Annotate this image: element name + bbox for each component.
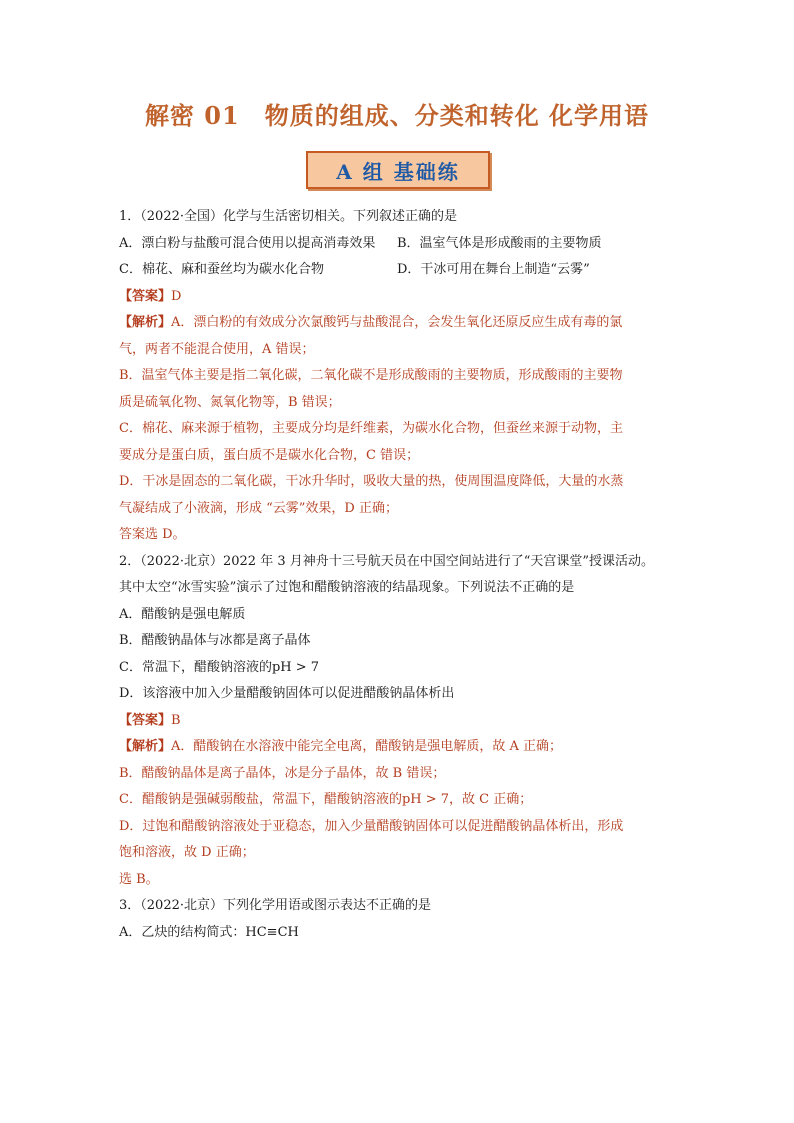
content	[119, 204, 679, 946]
q1-option-a: A．漂白粉与盐酸可混合使用以提高消毒效果	[119, 235, 376, 251]
q2-analysis-line: C．醋酸钠是强碱弱酸盐，常温下，醋酸钠溶液的pH > 7，故 C 正确；	[119, 792, 533, 807]
q1-analysis-line: B．温室气体主要是指二氧化碳，二氧化碳不是形成酸雨的主要物质，形成酸雨的主要物	[119, 368, 623, 383]
q1-answer-tag: 【答案】	[119, 288, 172, 304]
q2-option-b: B．醋酸钠晶体与冰都是离子晶体	[119, 633, 311, 648]
q1-options-row-2	[119, 257, 679, 284]
q2-analysis-line: D．过饱和醋酸钠溶液处于亚稳态，加入少量醋酸钠固体可以促进醋酸钠晶体析出，形成	[119, 818, 624, 834]
q2-analysis-tag: 【解析】	[119, 739, 172, 754]
q2-analysis-line	[119, 734, 679, 761]
q2-analysis-line: 饱和溶液，故 D 正确；	[119, 845, 255, 860]
q2-stem: 2．（2022·北京）2022 年 3 月神舟十三号航天员在中国空间站进行了“天宫课堂”授课活动。	[119, 553, 655, 569]
q1-options-row-1	[119, 231, 679, 258]
q1-answer-value: D	[171, 288, 182, 304]
q1-conclusion: 答案选 D。	[119, 527, 186, 542]
q2-stem: 其中太空“冰雪实验”演示了过饱和醋酸钠溶液的结晶现象。下列说法不正确的是	[119, 580, 575, 595]
page-title: 解密 01 物质的组成、分类和转化 化学用语	[144, 101, 650, 130]
q1-answer	[119, 284, 679, 311]
q1-analysis-line: 气，两者不能混合使用，A 错误；	[119, 341, 315, 357]
q2-option-c: C．常温下，醋酸钠溶液的pH > 7	[119, 659, 320, 675]
q2-analysis-text: A．醋酸钠在水溶液中能完全电离，醋酸钠是强电解质，故 A 正确；	[171, 739, 563, 754]
q2-option-d: D．该溶液中加入少量醋酸钠固体可以促进醋酸钠晶体析出	[119, 686, 455, 701]
q1-analysis-line: 要成分是蛋白质，蛋白质不是碳水化合物，C 错误；	[119, 447, 420, 463]
q1-option-d: D．干冰可用在舞台上制造“云雾”	[397, 262, 590, 277]
q1-analysis-line: C．棉花、麻来源于植物，主要成分均是纤维素，为碳水化合物，但蚕丝来源于动物，主	[119, 421, 623, 436]
q3-stem: 3．（2022·北京）下列化学用语或图示表达不正确的是	[119, 898, 431, 913]
q1-option-b: B．温室气体是形成酸雨的主要物质	[397, 235, 602, 251]
q2-analysis-line: B．醋酸钠晶体是离子晶体，冰是分子晶体，故 B 错误；	[119, 765, 446, 781]
q2-answer-value: B	[171, 712, 181, 728]
group-label: A 组 基础练	[336, 159, 460, 184]
q1-analysis-tag: 【解析】	[119, 315, 172, 330]
q1-analysis-line	[119, 310, 679, 337]
q2-option-a: A．醋酸钠是强电解质	[119, 606, 246, 622]
q2-answer-tag: 【答案】	[119, 712, 172, 728]
q2-answer	[119, 708, 679, 735]
q2-conclusion: 选 B。	[119, 871, 159, 887]
q1-option-c: C．棉花、麻和蚕丝均为碳水化合物	[119, 262, 324, 277]
group-label-box	[306, 151, 490, 189]
q1-stem: 1．（2022·全国）化学与生活密切相关。下列叙述正确的是	[119, 209, 457, 224]
q3-option-a: A．乙炔的结构简式：HC≡CH	[119, 924, 299, 940]
q1-analysis-text: A．漂白粉的有效成分次氯酸钙与盐酸混合，会发生氧化还原反应生成有毒的氯	[171, 315, 623, 330]
q1-analysis-line: D．干冰是固态的二氧化碳，干冰升华时，吸收大量的热，使周围温度降低，大量的水蒸	[119, 474, 624, 489]
q1-analysis-line: 气凝结成了小液滴，形成 “云雾”效果，D 正确；	[119, 500, 398, 516]
q1-analysis-line: 质是硫氧化物、氮氧化物等，B 错误；	[119, 394, 341, 410]
